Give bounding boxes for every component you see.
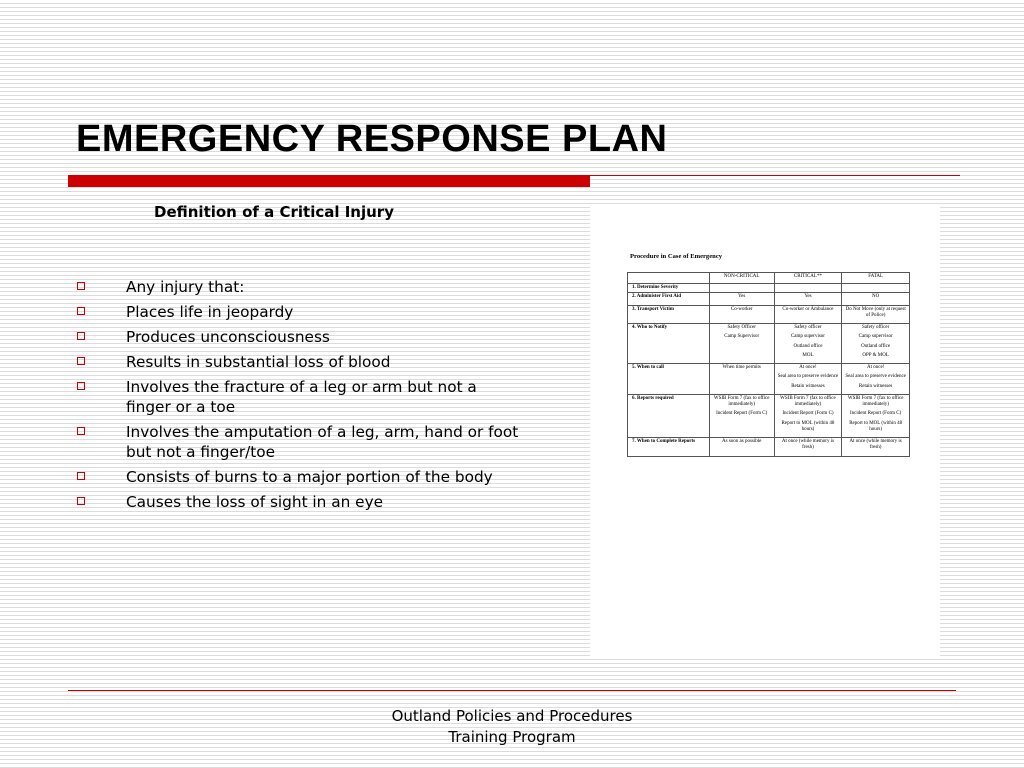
bullet-item <box>74 467 519 487</box>
procedure-cell-line: MOL <box>802 352 814 358</box>
procedure-cell-line: Seal area to preserve evidence <box>777 374 839 380</box>
title-underline-line <box>590 175 960 176</box>
procedure-cell <box>774 394 842 437</box>
hollow-square-bullet-icon <box>77 427 85 435</box>
procedure-cell-line: WSIB Form 7 (fax to office immediately) <box>847 395 904 407</box>
procedure-cell <box>774 324 842 364</box>
hollow-square-bullet-icon <box>77 332 85 340</box>
procedure-cell-line: OPP & MOL <box>862 352 889 358</box>
procedure-document-image <box>590 206 940 658</box>
procedure-cell-line: Outland office <box>793 343 823 349</box>
procedure-row <box>628 293 910 305</box>
procedure-cell-line: At once (while memory is fresh) <box>781 439 835 451</box>
procedure-cell <box>774 284 842 293</box>
hollow-square-bullet-icon <box>77 282 85 290</box>
bullet-item <box>74 352 519 372</box>
procedure-cell-line: Camp supervisor <box>858 334 893 340</box>
procedure-cell <box>842 293 910 305</box>
procedure-table-body <box>628 284 910 457</box>
procedure-cell <box>842 305 910 324</box>
procedure-cell-line: Co-worker <box>730 306 753 312</box>
procedure-cell-line: Safety officer <box>794 325 822 330</box>
bullet-item <box>74 302 519 322</box>
procedure-row <box>628 364 910 395</box>
hollow-square-bullet-icon <box>77 497 85 505</box>
header-cell: FATAL <box>842 273 910 284</box>
bullet-text: Involves the amputation of a leg, arm, hand or foot but not a finger/toe <box>126 423 519 461</box>
procedure-table <box>627 272 910 457</box>
procedure-cell-line: Outland office <box>861 343 891 349</box>
bullet-text: Consists of burns to a major portion of the body <box>126 468 493 486</box>
procedure-cell <box>774 364 842 395</box>
procedure-cell-line: Do Not Move (only at request of Police) <box>845 306 906 318</box>
procedure-row-label: 4. Who to Notify <box>628 324 710 364</box>
procedure-cell-line: At once! <box>799 365 817 370</box>
slide-title: EMERGENCY RESPONSE PLAN <box>76 118 668 160</box>
procedure-cell <box>842 364 910 395</box>
procedure-row-label: 7. When to Complete Reports <box>628 438 710 457</box>
procedure-cell-line: Incident Report (Form C) <box>716 411 768 417</box>
bullet-item <box>74 422 519 462</box>
procedure-cell <box>774 293 842 305</box>
procedure-cell-line: Report to MOL (within 48 hours) <box>781 420 835 432</box>
hollow-square-bullet-icon <box>77 472 85 480</box>
procedure-row <box>628 305 910 324</box>
procedure-cell-line: NO <box>872 294 880 300</box>
procedure-cell-line: Seal area to preserve evidence <box>845 374 906 380</box>
procedure-cell <box>709 284 774 293</box>
procedure-row-label: 3. Transport Victim <box>628 305 710 324</box>
bullet-text: Any injury that: <box>126 278 245 296</box>
footer-divider <box>68 690 956 691</box>
bullet-text: Places life in jeopardy <box>126 303 294 321</box>
procedure-table-header <box>628 273 910 284</box>
procedure-cell <box>709 293 774 305</box>
procedure-cell-line: When time permits <box>722 365 761 370</box>
header-cell: NON-CRITICAL <box>709 273 774 284</box>
procedure-cell-line: Incident Report (Form C) <box>782 411 834 417</box>
slide-subtitle: Definition of a Critical Injury <box>154 203 394 221</box>
procedure-cell <box>842 438 910 457</box>
procedure-cell <box>709 324 774 364</box>
title-underline-bar <box>68 175 590 187</box>
procedure-cell-line: WSIB Form 7 (fax to office immediately) <box>780 395 836 407</box>
procedure-cell <box>842 284 910 293</box>
procedure-cell-line: Retain witnesses <box>858 383 893 389</box>
bullet-item <box>74 327 519 347</box>
hollow-square-bullet-icon <box>77 357 85 365</box>
procedure-cell-line: As soon as possible <box>722 439 762 444</box>
procedure-heading: Procedure in Case of Emergency <box>630 253 723 260</box>
procedure-cell-line: WSIB Form 7 (fax to office immediately) <box>713 395 770 407</box>
procedure-cell-line: At once! <box>866 365 885 370</box>
procedure-cell <box>774 305 842 324</box>
procedure-row <box>628 394 910 437</box>
bullet-text: Involves the fracture of a leg or arm but not a finger or a toe <box>126 378 477 416</box>
procedure-cell-line: Safety officer <box>862 325 890 330</box>
bullet-text: Produces unconsciousness <box>126 328 330 346</box>
hollow-square-bullet-icon <box>77 382 85 390</box>
bullet-item <box>74 377 519 417</box>
procedure-row <box>628 324 910 364</box>
procedure-row-label: 5. When to call <box>628 364 710 395</box>
procedure-cell <box>709 305 774 324</box>
procedure-row-label: 6. Reports required <box>628 394 710 437</box>
hollow-square-bullet-icon <box>77 307 85 315</box>
procedure-cell-line: Camp supervisor <box>790 334 825 340</box>
procedure-cell-line: Incident Report (Form C) <box>850 411 902 417</box>
footer-line-2: Training Program <box>448 728 576 746</box>
bullet-item <box>74 492 519 512</box>
procedure-cell-line: Co-worker or Ambulance <box>782 306 834 312</box>
procedure-cell-line: At once (while memory is fresh) <box>849 439 902 451</box>
procedure-cell-line: Retain witnesses <box>791 383 825 389</box>
procedure-row <box>628 284 910 293</box>
procedure-cell <box>709 438 774 457</box>
bullet-list <box>74 277 519 517</box>
procedure-cell <box>709 364 774 395</box>
procedure-cell <box>709 394 774 437</box>
procedure-cell <box>842 324 910 364</box>
procedure-cell-line: Yes <box>738 294 746 300</box>
procedure-cell-line: Safety Officer <box>727 325 756 330</box>
header-cell: CRITICAL** <box>774 273 842 284</box>
bullet-text: Results in substantial loss of blood <box>126 353 391 371</box>
procedure-row-label: 1. Determine Severity <box>628 284 710 293</box>
footer <box>300 706 724 748</box>
procedure-cell-line: Yes <box>804 294 812 300</box>
procedure-row-label: 2. Administer First Aid <box>628 293 710 305</box>
footer-line-1: Outland Policies and Procedures <box>391 707 633 725</box>
bullet-text: Causes the loss of sight in an eye <box>126 493 384 511</box>
header-cell <box>628 273 710 284</box>
procedure-cell <box>842 394 910 437</box>
procedure-cell <box>774 438 842 457</box>
bullet-item <box>74 277 519 297</box>
procedure-cell-line: Report to MOL (within 48 hours) <box>849 420 903 432</box>
procedure-row <box>628 438 910 457</box>
procedure-cell-line: Camp Supervisor <box>724 334 760 340</box>
